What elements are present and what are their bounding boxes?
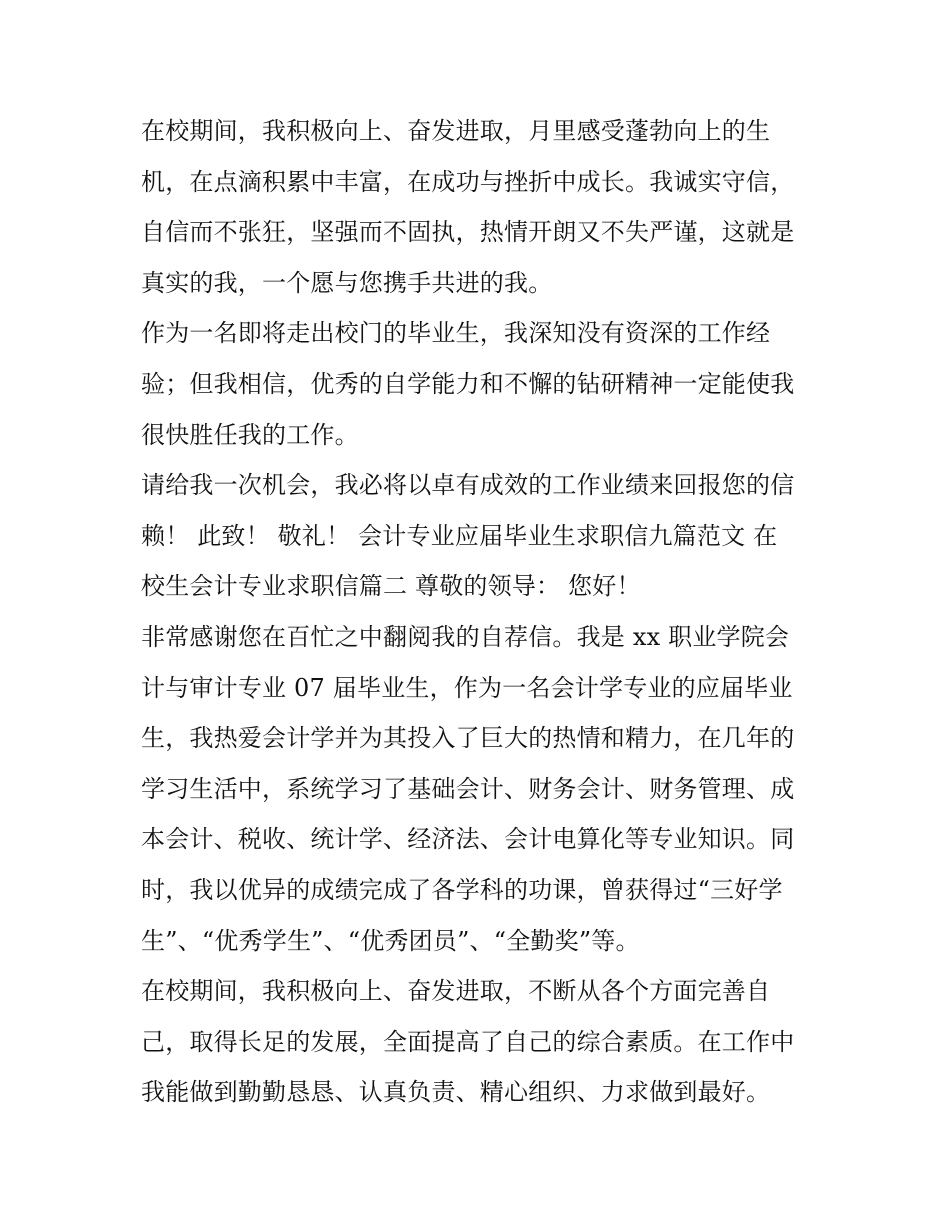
- text-line: 真实的我，一个愿与您携手共进的我。: [141, 268, 553, 297]
- paragraph-1: [141, 106, 811, 308]
- text-line: 学习生活中，系统学习了基础会计、财务会计、财务管理、成: [141, 774, 795, 803]
- text-line: 在校期间，我积极向上、奋发进取，不断从各个方面完善自: [141, 977, 771, 1006]
- text-line: 非常感谢您在百忙之中翻阅我的自荐信。我是 xx 职业学院会: [141, 622, 790, 651]
- text-line: 我能做到勤勤恳恳、认真负责、精心组织、力求做到最好。: [141, 1078, 771, 1107]
- text-line: 计与审计专业 07 届毕业生，作为一名会计学专业的应届毕业: [141, 673, 793, 702]
- text-line: 机，在点滴积累中丰富，在成功与挫折中成长。我诚实守信，: [141, 167, 795, 196]
- paragraph-3: [141, 460, 811, 612]
- text-line: 验；但我相信，优秀的自学能力和不懈的钻研精神一定能使我: [141, 369, 795, 398]
- text-line: 赖！ 此致！ 敬礼！ 会计专业应届毕业生求职信九篇范文 在: [141, 521, 778, 550]
- paragraph-2: [141, 308, 811, 460]
- text-line: 作为一名即将走出校门的毕业生，我深知没有资深的工作经: [141, 319, 771, 348]
- text-line: 生”、“优秀学生”、“优秀团员”、“全勤奖”等。: [141, 926, 640, 955]
- text-line: 很快胜任我的工作。: [141, 420, 359, 449]
- text-line: 在校期间，我积极向上、奋发进取，月里感受蓬勃向上的生: [141, 117, 771, 145]
- text-line: 自信而不张狂，坚强而不固执，热情开朗又不失严谨，这就是: [141, 218, 795, 247]
- text-line: 己，取得长足的发展，全面提高了自己的综合素质。在工作中: [141, 1027, 795, 1056]
- paragraph-4: [141, 612, 811, 966]
- text-line: 生，我热爱会计学并为其投入了巨大的热情和精力，在几年的: [141, 724, 795, 753]
- text-line: 时，我以优异的成绩完成了各学科的功课，曾获得过“三好学: [141, 875, 783, 904]
- document-body: [141, 106, 811, 1118]
- paragraph-5: [141, 966, 811, 1118]
- text-line: 本会计、税收、统计学、经济法、会计电算化等专业知识。同: [141, 825, 795, 854]
- text-line: 请给我一次机会，我必将以卓有成效的工作业绩来回报您的信: [141, 471, 795, 500]
- text-line: 校生会计专业求职信篇二 尊敬的领导： 您好！: [141, 572, 641, 601]
